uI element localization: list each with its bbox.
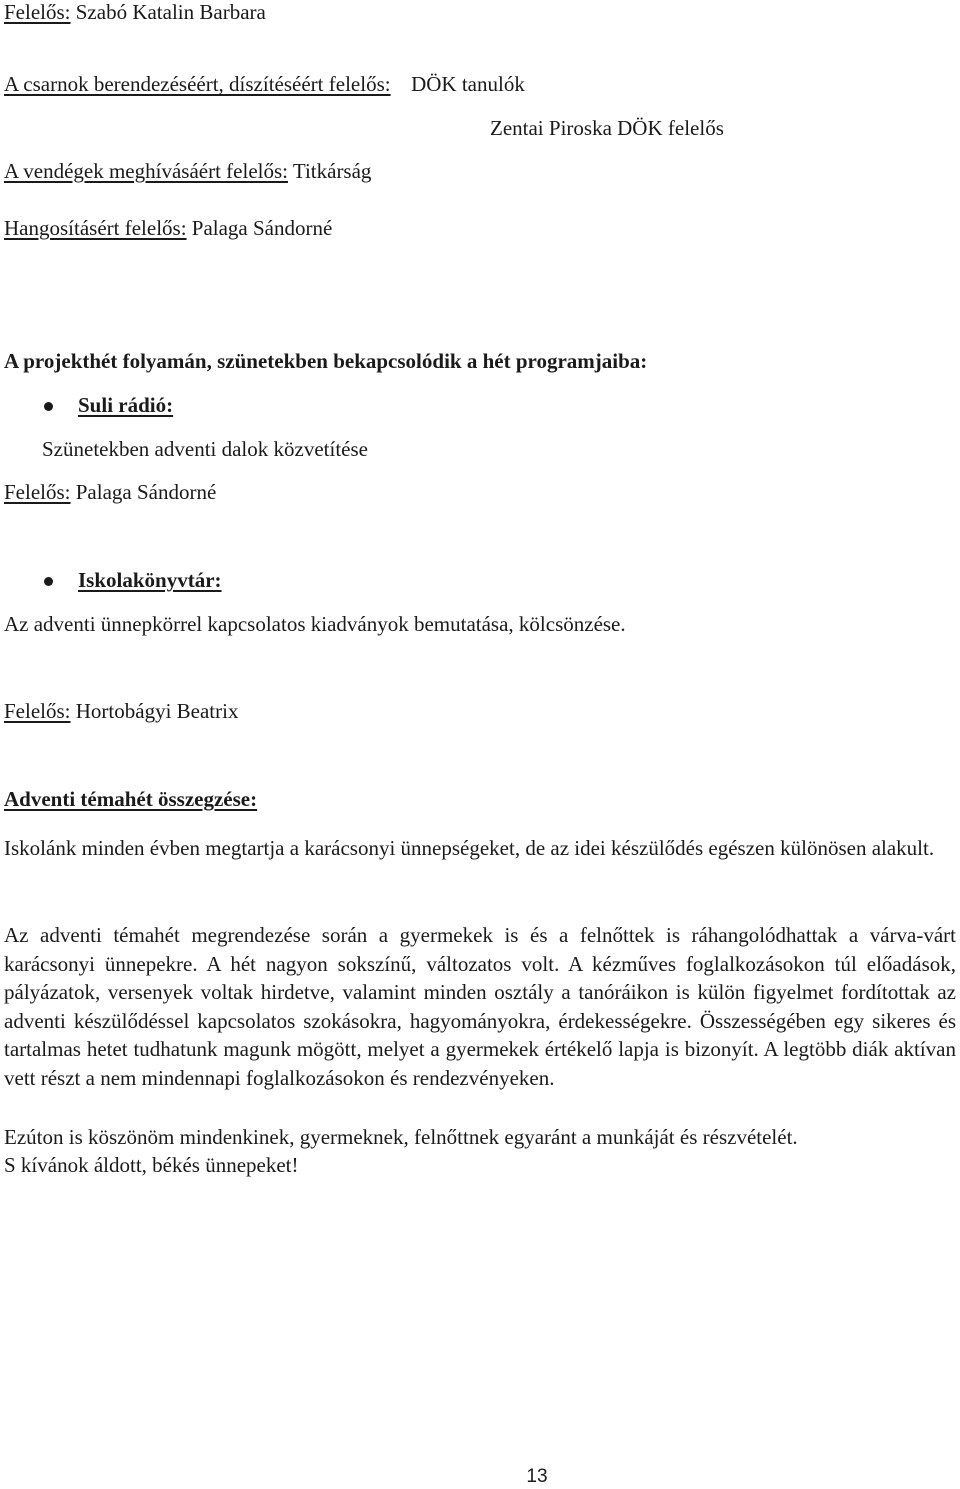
sound-responsible-line xyxy=(4,214,332,242)
decoration-responsible-line xyxy=(4,70,525,98)
summary-heading: Adventi témahét összegzése: xyxy=(4,787,258,811)
school-radio-responsible-line xyxy=(4,478,216,506)
responsible-value: Szabó Katalin Barbara xyxy=(75,0,266,24)
school-library-description: Az adventi ünnepkörrel kapcsolatos kiadványok bemutatása, kölcsönzése. xyxy=(4,612,626,636)
summary-paragraph-1: Iskolánk minden évben megtartja a karácsonyi ünnepségeket, de az idei készülődés egészen különösen alakult. xyxy=(4,836,935,860)
sound-responsible-value: Palaga Sándorné xyxy=(191,216,333,240)
guest-invite-label: A vendégek meghívásáért felelős: xyxy=(4,159,288,183)
responsible-line-1 xyxy=(4,0,266,26)
school-radio-responsible-label: Felelős: xyxy=(4,480,71,504)
sound-responsible-label: Hangosításért felelős: xyxy=(4,216,187,240)
summary-wishes-line: S kívánok áldott, békés ünnepeket! xyxy=(4,1153,299,1177)
school-radio-responsible-value: Palaga Sándorné xyxy=(75,480,217,504)
guest-invite-value: Titkárság xyxy=(292,159,372,183)
school-radio-description: Szünetekben adventi dalok közvetítése xyxy=(42,437,368,461)
decoration-responsible-value-2: Zentai Piroska DÖK felelős xyxy=(490,116,724,140)
guest-invite-responsible-line xyxy=(4,157,371,185)
school-library-responsible-label: Felelős: xyxy=(4,699,71,723)
bullet-icon xyxy=(44,577,53,586)
page-number: 13 xyxy=(526,1466,548,1487)
summary-paragraph-2: Az adventi témahét megrendezése során a gyermekek is és a felnőttek is ráhangolódhattak a várva-várt karácsonyi ünnepekre. A hét nagyon sokszínű, változatos volt. A kézműves foglalkozásokon túl előadások, pályázatok, versenyek voltak hirdetve, valamint minden osztály a tanóráikon is külön figyelmet fordítottak az adventi készülődéssel kapcsolatos szokásokra, hagyományokra, érdekességekre. Összességében egy sikeres és tartalmas hetet tudhatunk magunk mögött, melyet a gyermekek értékelő lapja is bizonyít. A legtöbb diák aktívan vett részt a nem mindennapi foglalkozásokon és rendezvényeken. xyxy=(4,923,956,1090)
summary-thanks-line: Ezúton is köszönöm mindenkinek, gyermeknek, felnőttnek egyaránt a munkáját és részvételét. xyxy=(4,1125,798,1149)
school-radio-title: Suli rádió: xyxy=(78,393,174,417)
bullet-icon xyxy=(44,402,53,411)
responsible-label: Felelős: xyxy=(4,0,71,24)
decoration-responsible-label: A csarnok berendezéséért, díszítéséért felelős: xyxy=(4,72,391,96)
projectweek-heading: A projekthét folyamán, szünetekben bekapcsolódik a hét programjaiba: xyxy=(4,349,648,373)
decoration-responsible-value: DÖK tanulók xyxy=(411,72,525,96)
school-library-responsible-line xyxy=(4,697,238,725)
school-library-responsible-value: Hortobágyi Beatrix xyxy=(75,699,239,723)
school-library-title: Iskolakönyvtár: xyxy=(78,568,222,592)
